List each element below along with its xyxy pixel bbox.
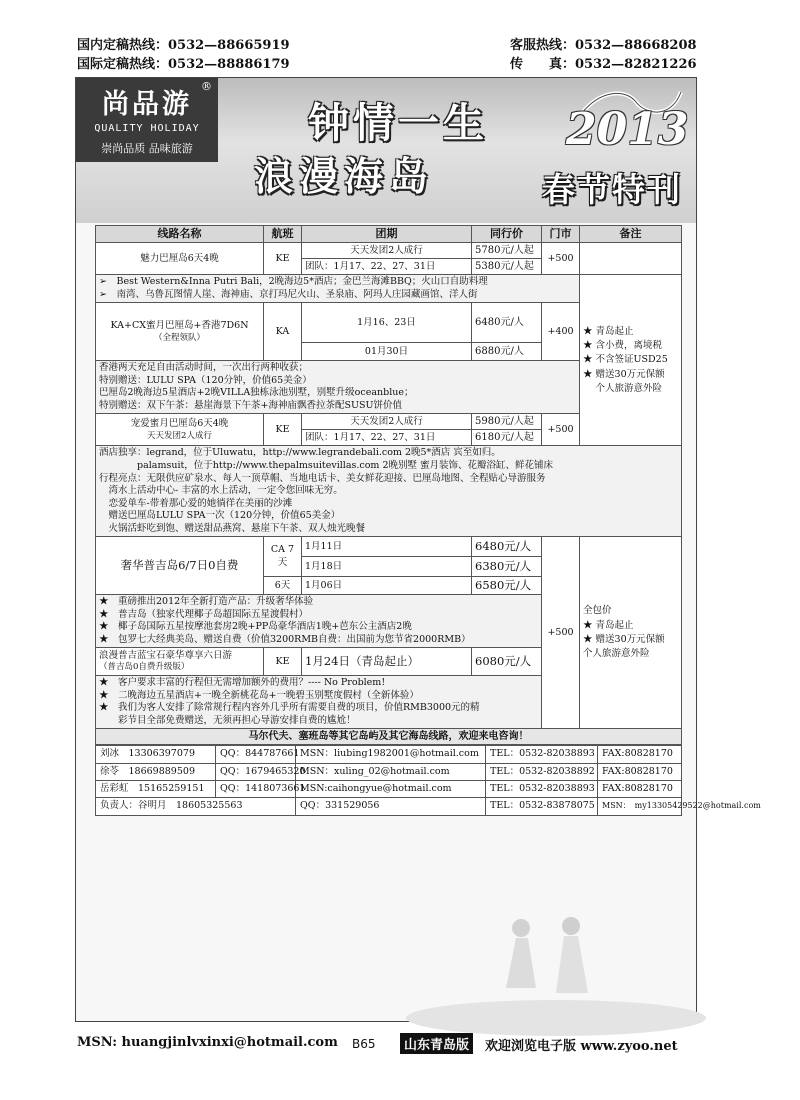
header-route: 线路名称 — [96, 226, 264, 243]
route-name-cell — [96, 414, 264, 446]
route-period: 1月06日 — [302, 577, 472, 595]
header-notes: 备注 — [580, 226, 682, 243]
contact-tel: TEL：0532-82038893 — [486, 781, 598, 798]
route-flight: 6天 — [264, 577, 302, 595]
edition-badge: 山东青岛版 — [400, 1033, 473, 1054]
route-price: 5980元/人起 — [472, 414, 542, 430]
flyer-frame — [75, 77, 761, 1022]
table-row — [96, 781, 682, 798]
route-retail: +500 — [542, 537, 580, 729]
route-flight: CA 7天 — [264, 537, 302, 577]
browse-link[interactable]: 欢迎浏览电子版 www.zyoo.net — [485, 1039, 678, 1054]
contact-qq: QQ：1679465320 — [216, 763, 296, 780]
route-name: 魅力巴厘岛6天4晚 — [96, 243, 264, 275]
route-name-cell — [96, 303, 264, 361]
route-price: 6880元/人 — [472, 343, 542, 361]
contact-fax: FAX:80828170 — [598, 781, 682, 798]
route-period: 团队：1月17、22、27、31日 — [302, 430, 472, 446]
route-period: 1月11日 — [302, 537, 472, 557]
manager-tel: TEL：0532-83878075 — [486, 798, 598, 815]
route-notes: 全包价 ★ 青岛起止 ★ 赠送30万元保额 个人旅游意外险 — [580, 537, 682, 729]
contact-msn: MSN:caihongyue@hotmail.com — [296, 781, 486, 798]
route-description: ★ 重磅推出2012年全新打造产品：升级奢华体验 ★ 普吉岛（独家代理椰子岛超国际五星渡假村） ★ 椰子岛国际五星按摩池套房2晚+PP岛豪华酒店1晚+芭东公主酒店2晚 ★ 包罗七大经典美岛、赠送自费（价值3200RMB自费：出国前为您节省2000RMB） — [96, 595, 542, 648]
content-area — [95, 225, 761, 816]
contact-qq: QQ：844787661 — [216, 746, 296, 763]
contact-msn: MSN：liubing1982001@hotmail.com — [296, 746, 486, 763]
route-flight: KA — [264, 303, 302, 361]
service-hotlines — [510, 36, 697, 74]
routes-table — [95, 225, 682, 745]
route-name: KA+CX蜜月巴厘岛+香港7D6N — [110, 320, 249, 332]
route-period: 团队：1月17、22、27、31日 — [302, 259, 472, 275]
manager-msn: MSN： my13305429522@hotmail.com — [598, 798, 682, 815]
route-name: 宠爱蜜月巴厘岛6天4晚 — [130, 418, 229, 430]
contact-headline: 马尔代夫、塞班岛等其它岛屿及其它海岛线路，欢迎来电咨询！ — [96, 729, 682, 745]
service-hotline: 客服热线：0532—88668208 — [510, 38, 697, 53]
route-description: 香港两天充足自由活动时间，一次出行两种收获； 特别赠送：LULU SPA（120分钟，价值65美金） 巴厘岛2晚海边5星酒店+2晚VILLA独栋泳池别墅，别墅升级oceanblue； 特别赠送：双下午茶：悬崖海景下午茶+海神庙飘香拉茶配SUSU饼价值 — [96, 361, 580, 414]
contact-fax: FAX:80828170 — [598, 746, 682, 763]
manager-qq: QQ：331529056 — [296, 798, 486, 815]
route-description: ➢ Best Western&Inna Putri Bali，2晚海边5*酒店；金巴兰海滩BBQ；火山口自助料理 ➢ 南湾、乌鲁瓦图情人崖、海神庙、京打玛尼火山、圣泉庙、阿玛人庄园藏画馆、洋人街 — [96, 275, 580, 303]
contact-name: 岳彩虹 15165259151 — [96, 781, 216, 798]
table-row — [96, 275, 682, 303]
header-flight: 航班 — [264, 226, 302, 243]
route-subname: 天天发团2人成行 — [147, 430, 212, 441]
table-header — [96, 226, 682, 243]
route-flight: KE — [264, 243, 302, 275]
route-period: 1月18日 — [302, 557, 472, 577]
table-row — [96, 537, 682, 557]
route-price: 5380元/人起 — [472, 259, 542, 275]
contact-tel: TEL：0532-82038892 — [486, 763, 598, 780]
route-price: 6480元/人 — [472, 303, 542, 343]
route-retail: +400 — [542, 303, 580, 361]
headline-subtitle: 浪漫海岛 — [254, 154, 435, 200]
header-period: 团期 — [302, 226, 472, 243]
brand-logo — [76, 78, 218, 162]
contact-fax: FAX:80828170 — [598, 763, 682, 780]
route-name-cell — [96, 648, 264, 676]
route-period: 01月30日 — [302, 343, 472, 361]
contact-name: 刘冰 13306397079 — [96, 746, 216, 763]
fax-line: 传 真：0532—82821226 — [510, 57, 697, 72]
contact-name: 徐苓 18669889509 — [96, 763, 216, 780]
table-row — [96, 763, 682, 780]
banner — [76, 78, 696, 223]
route-subname: （普吉岛0自费升级版） — [99, 662, 190, 673]
route-price: 5780元/人起 — [472, 243, 542, 259]
route-period: 天天发团2人成行 — [302, 414, 472, 430]
logo-chinese: 尚品游 — [102, 89, 192, 120]
logo-slogan: 崇尚品质 品味旅游 — [101, 142, 193, 155]
registered-mark: ® — [201, 80, 212, 93]
route-retail: +500 — [542, 243, 580, 275]
route-price: 6180元/人起 — [472, 430, 542, 446]
route-name: 奢华普吉岛6/7日0自费 — [96, 537, 264, 595]
route-period: 1月24日（青岛起止） — [302, 648, 472, 676]
route-notes: ★ 青岛起止 ★ 含小费，离境税 ★ 不含签证USD25 ★ 赠送30万元保额 个人旅游意外险 — [580, 275, 682, 446]
route-flight: KE — [264, 648, 302, 676]
international-hotline: 国际定稿热线：0532—88886179 — [77, 57, 290, 72]
domestic-hotlines — [77, 36, 290, 74]
table-row — [96, 746, 682, 763]
contact-qq: QQ：1418073661 — [216, 781, 296, 798]
spring-festival-label: 春节特刊 — [542, 170, 682, 209]
year-label: 2013 — [566, 104, 689, 155]
route-description: ★ 客户要求丰富的行程但无需增加额外的费用？---- No Problem! ★ 二晚海边五星酒店+一晚全新桃花岛+一晚碧玉别墅度假村（全新体验） ★ 我们为客人安排了除常规行程内容外几乎所有需要自费的项目，价值RMB3000元的精 彩节目全部免费赠送，无须再担心导游安排自费的尴尬！ — [96, 676, 542, 729]
contact-msn: MSN：xuling_02@hotmail.com — [296, 763, 486, 780]
table-row — [96, 798, 682, 815]
logo-english: QUALITY HOLIDAY — [94, 123, 200, 134]
contact-tel: TEL：0532-82038893 — [486, 746, 598, 763]
table-row — [96, 243, 682, 259]
route-price: 6080元/人 — [472, 648, 542, 676]
route-period: 1月16、23日 — [302, 303, 472, 343]
header-retail: 门市 — [542, 226, 580, 243]
beach-couple-illustration — [406, 908, 696, 1022]
manager-name: 负责人：谷明月 18605325563 — [96, 798, 296, 815]
route-price: 6380元/人 — [472, 557, 542, 577]
headline-title: 钟情一生 — [308, 99, 488, 147]
domestic-hotline: 国内定稿热线：0532—88665919 — [77, 38, 290, 53]
table-row — [96, 446, 682, 537]
route-retail: +500 — [542, 414, 580, 446]
page-number: B65 — [352, 1037, 376, 1051]
route-price: 6580元/人 — [472, 577, 542, 595]
route-name: 浪漫普吉蓝宝石豪华尊享六日游 — [99, 650, 233, 662]
contacts-table — [95, 745, 761, 815]
route-flight: KE — [264, 414, 302, 446]
route-period: 天天发团2人成行 — [302, 243, 472, 259]
route-price: 6480元/人 — [472, 537, 542, 557]
contact-headline-row — [96, 729, 682, 745]
route-subname: （全程领队） — [153, 332, 205, 343]
route-description: 酒店独享：legrand，位于Uluwatu，http://www.legrandebali.com 2晚5*酒店 宾至如归。 palamsuit，位于http://www.thepalmsuitevillas.com 2晚别墅 蜜月装饰、花瓣浴缸、鲜花铺床 行程亮点：无限供应矿泉水、每人一顶草帽、当地电话卡、美女鲜花迎接、巴厘岛地图、全程贴心导游服务 湾水上活动中心- 丰富的水上活动，一定令您回味无穷。 恋爱单车-带着那心爱的她徜徉在美丽的沙滩 赠送巴厘岛LULU SPA一次（120分钟，价值65美金） 火锅活虾吃到饱、赠送甜品燕窝、悬崖下午茶、双人烛光晚餐 — [96, 446, 682, 537]
bottom-msn: MSN: huangjinlvxinxi@hotmail.com — [77, 1035, 338, 1050]
header-trade-price: 同行价 — [472, 226, 542, 243]
